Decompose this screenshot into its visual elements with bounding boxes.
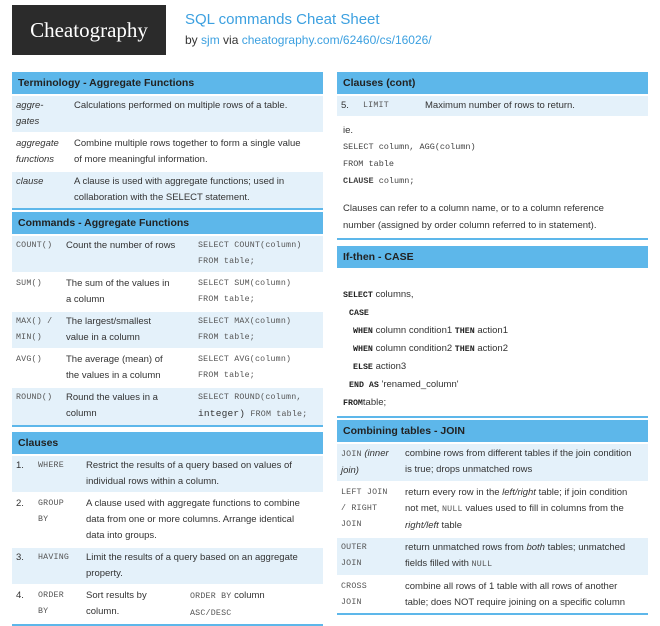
clause-desc: Maximum number of rows to return.	[425, 100, 575, 111]
code-line: ELSE action3	[353, 361, 407, 372]
table-row	[12, 272, 323, 310]
clause-note: Clauses can refer to a column name, or to a column reference number (assigned by order column referred to in statement).	[343, 203, 604, 231]
function-name: COUNT()	[16, 241, 53, 250]
code-line: CLAUSE column;	[343, 176, 415, 186]
clause-number: 2.	[16, 498, 24, 509]
clause-number: 4.	[16, 590, 24, 601]
term: clause	[16, 176, 44, 187]
clause-desc: A clause used with aggregate functions to combine data from one or more columns. Arrange identical data into groups.	[86, 498, 300, 541]
page-title: SQL commands Cheat Sheet	[185, 11, 380, 28]
code-line: WHEN column condition1 THEN action1	[353, 325, 508, 336]
cheatography-logo[interactable]: Cheatography	[12, 5, 166, 55]
function-desc: Count the number of rows	[66, 240, 176, 251]
section-title: Terminology - Aggregate Functions	[12, 72, 323, 94]
table-row	[12, 492, 323, 546]
code-line: SELECT columns,	[343, 289, 414, 300]
clause-number: 5.	[341, 100, 349, 111]
byline-by: by	[185, 33, 198, 47]
function-example: SELECT AVG(column) FROM table;	[198, 355, 292, 380]
clause-keyword: WHERE	[38, 461, 64, 470]
code-line: SELECT column, AGG(column)	[343, 142, 476, 152]
join-type: OUTER JOIN	[341, 543, 367, 568]
function-example: SELECT MAX(column) FROM table;	[198, 317, 292, 342]
section-title: Commands - Aggregate Functions	[12, 212, 323, 234]
term: aggre- gates	[16, 100, 44, 127]
table-row	[12, 234, 323, 272]
terminology-section	[12, 72, 323, 210]
function-desc: Round the values in a column	[66, 392, 158, 419]
function-name: AVG()	[16, 355, 42, 364]
terminology-table	[12, 94, 323, 208]
byline	[185, 33, 432, 47]
join-section	[337, 420, 648, 615]
table-row	[337, 481, 648, 536]
table-row	[12, 584, 323, 624]
clause-desc: Restrict the results of a query based on values of individual rows within a column.	[86, 460, 292, 487]
clause-example: ORDER BY column ASC/DESC	[190, 590, 265, 618]
join-type: JOIN (inner join)	[341, 448, 389, 476]
clause-number: 1.	[16, 460, 24, 471]
definition: A clause is used with aggregate functions; used in collaboration with the SELECT statement.	[74, 176, 285, 203]
function-name: SUM()	[16, 279, 42, 288]
clauses-cont-section	[337, 72, 648, 240]
clause-keyword: GROUP BY	[38, 499, 64, 524]
function-name: ROUND()	[16, 393, 53, 402]
clause-desc: Sort results by column.	[86, 590, 147, 617]
clause-keyword: LIMIT	[363, 101, 389, 110]
term: aggregate functions	[16, 138, 59, 165]
join-table	[337, 442, 648, 613]
clause-number: 3.	[16, 552, 24, 563]
byline-via: via	[223, 33, 239, 47]
function-desc: The sum of the values in a column	[66, 278, 170, 305]
function-name: MAX() / MIN()	[16, 317, 53, 342]
clause-example-block	[337, 116, 648, 238]
join-desc: combine rows from different tables if the join condition is true; drops unmatched rows	[405, 448, 632, 475]
table-row	[337, 536, 648, 575]
clauses-section	[12, 432, 323, 626]
table-row	[337, 94, 648, 116]
definition: Combine multiple rows together to form a single value of more meaningful information.	[74, 138, 301, 165]
table-row	[12, 386, 323, 425]
table-row	[12, 94, 323, 132]
code-line: FROMtable;	[343, 397, 387, 408]
join-desc: return every row in the left/right table; if join condition not met, NULL values used to fill in columns from the right/left table	[405, 487, 628, 531]
section-title: Combining tables - JOIN	[337, 420, 648, 442]
table-row	[12, 170, 323, 208]
section-title: Clauses	[12, 432, 323, 454]
ifthen-section	[337, 246, 648, 418]
table-row	[12, 310, 323, 348]
table-row	[12, 454, 323, 492]
clauses-table	[12, 454, 323, 624]
code-line: WHEN column condition2 THEN action2	[353, 343, 508, 354]
author-link[interactable]: sjm	[201, 33, 220, 47]
table-row	[12, 348, 323, 386]
function-desc: The average (mean) of the values in a column	[66, 354, 163, 381]
table-row	[337, 442, 648, 481]
commands-section	[12, 212, 323, 427]
function-example: SELECT ROUND(column, integer) FROM table;	[198, 393, 308, 419]
function-desc: The largest/smallest value in a column	[66, 316, 152, 343]
code-line: FROM table	[343, 159, 395, 169]
example-intro: ie.	[343, 125, 354, 136]
clause-keyword: HAVING	[38, 553, 70, 562]
code-line: END AS 'renamed_column'	[349, 379, 459, 390]
definition: Calculations performed on multiple rows of a table.	[74, 100, 288, 111]
commands-table	[12, 234, 323, 425]
section-title: Clauses (cont)	[337, 72, 648, 94]
table-row	[337, 575, 648, 613]
table-row	[12, 546, 323, 584]
section-title: If-then - CASE	[337, 246, 648, 268]
join-type: CROSS JOIN	[341, 582, 367, 607]
code-line: CASE	[349, 309, 369, 318]
function-example: SELECT COUNT(column) FROM table;	[198, 241, 302, 266]
case-code-block	[337, 268, 648, 416]
join-desc: return unmatched rows from both tables; unmatched fields filled with NULL	[405, 542, 626, 569]
function-example: SELECT SUM(column) FROM table;	[198, 279, 292, 304]
join-desc: combine all rows of 1 table with all rows of another table; does NOT require joining on a specific column	[405, 581, 626, 608]
clause-keyword: ORDER BY	[38, 591, 64, 616]
clause-desc: Limit the results of a query based on an aggregate property.	[86, 552, 298, 579]
table-row	[12, 132, 323, 170]
join-type: LEFT JOIN / RIGHT JOIN	[341, 488, 388, 529]
source-url-link[interactable]: cheatography.com/62460/cs/16026/	[241, 33, 432, 47]
